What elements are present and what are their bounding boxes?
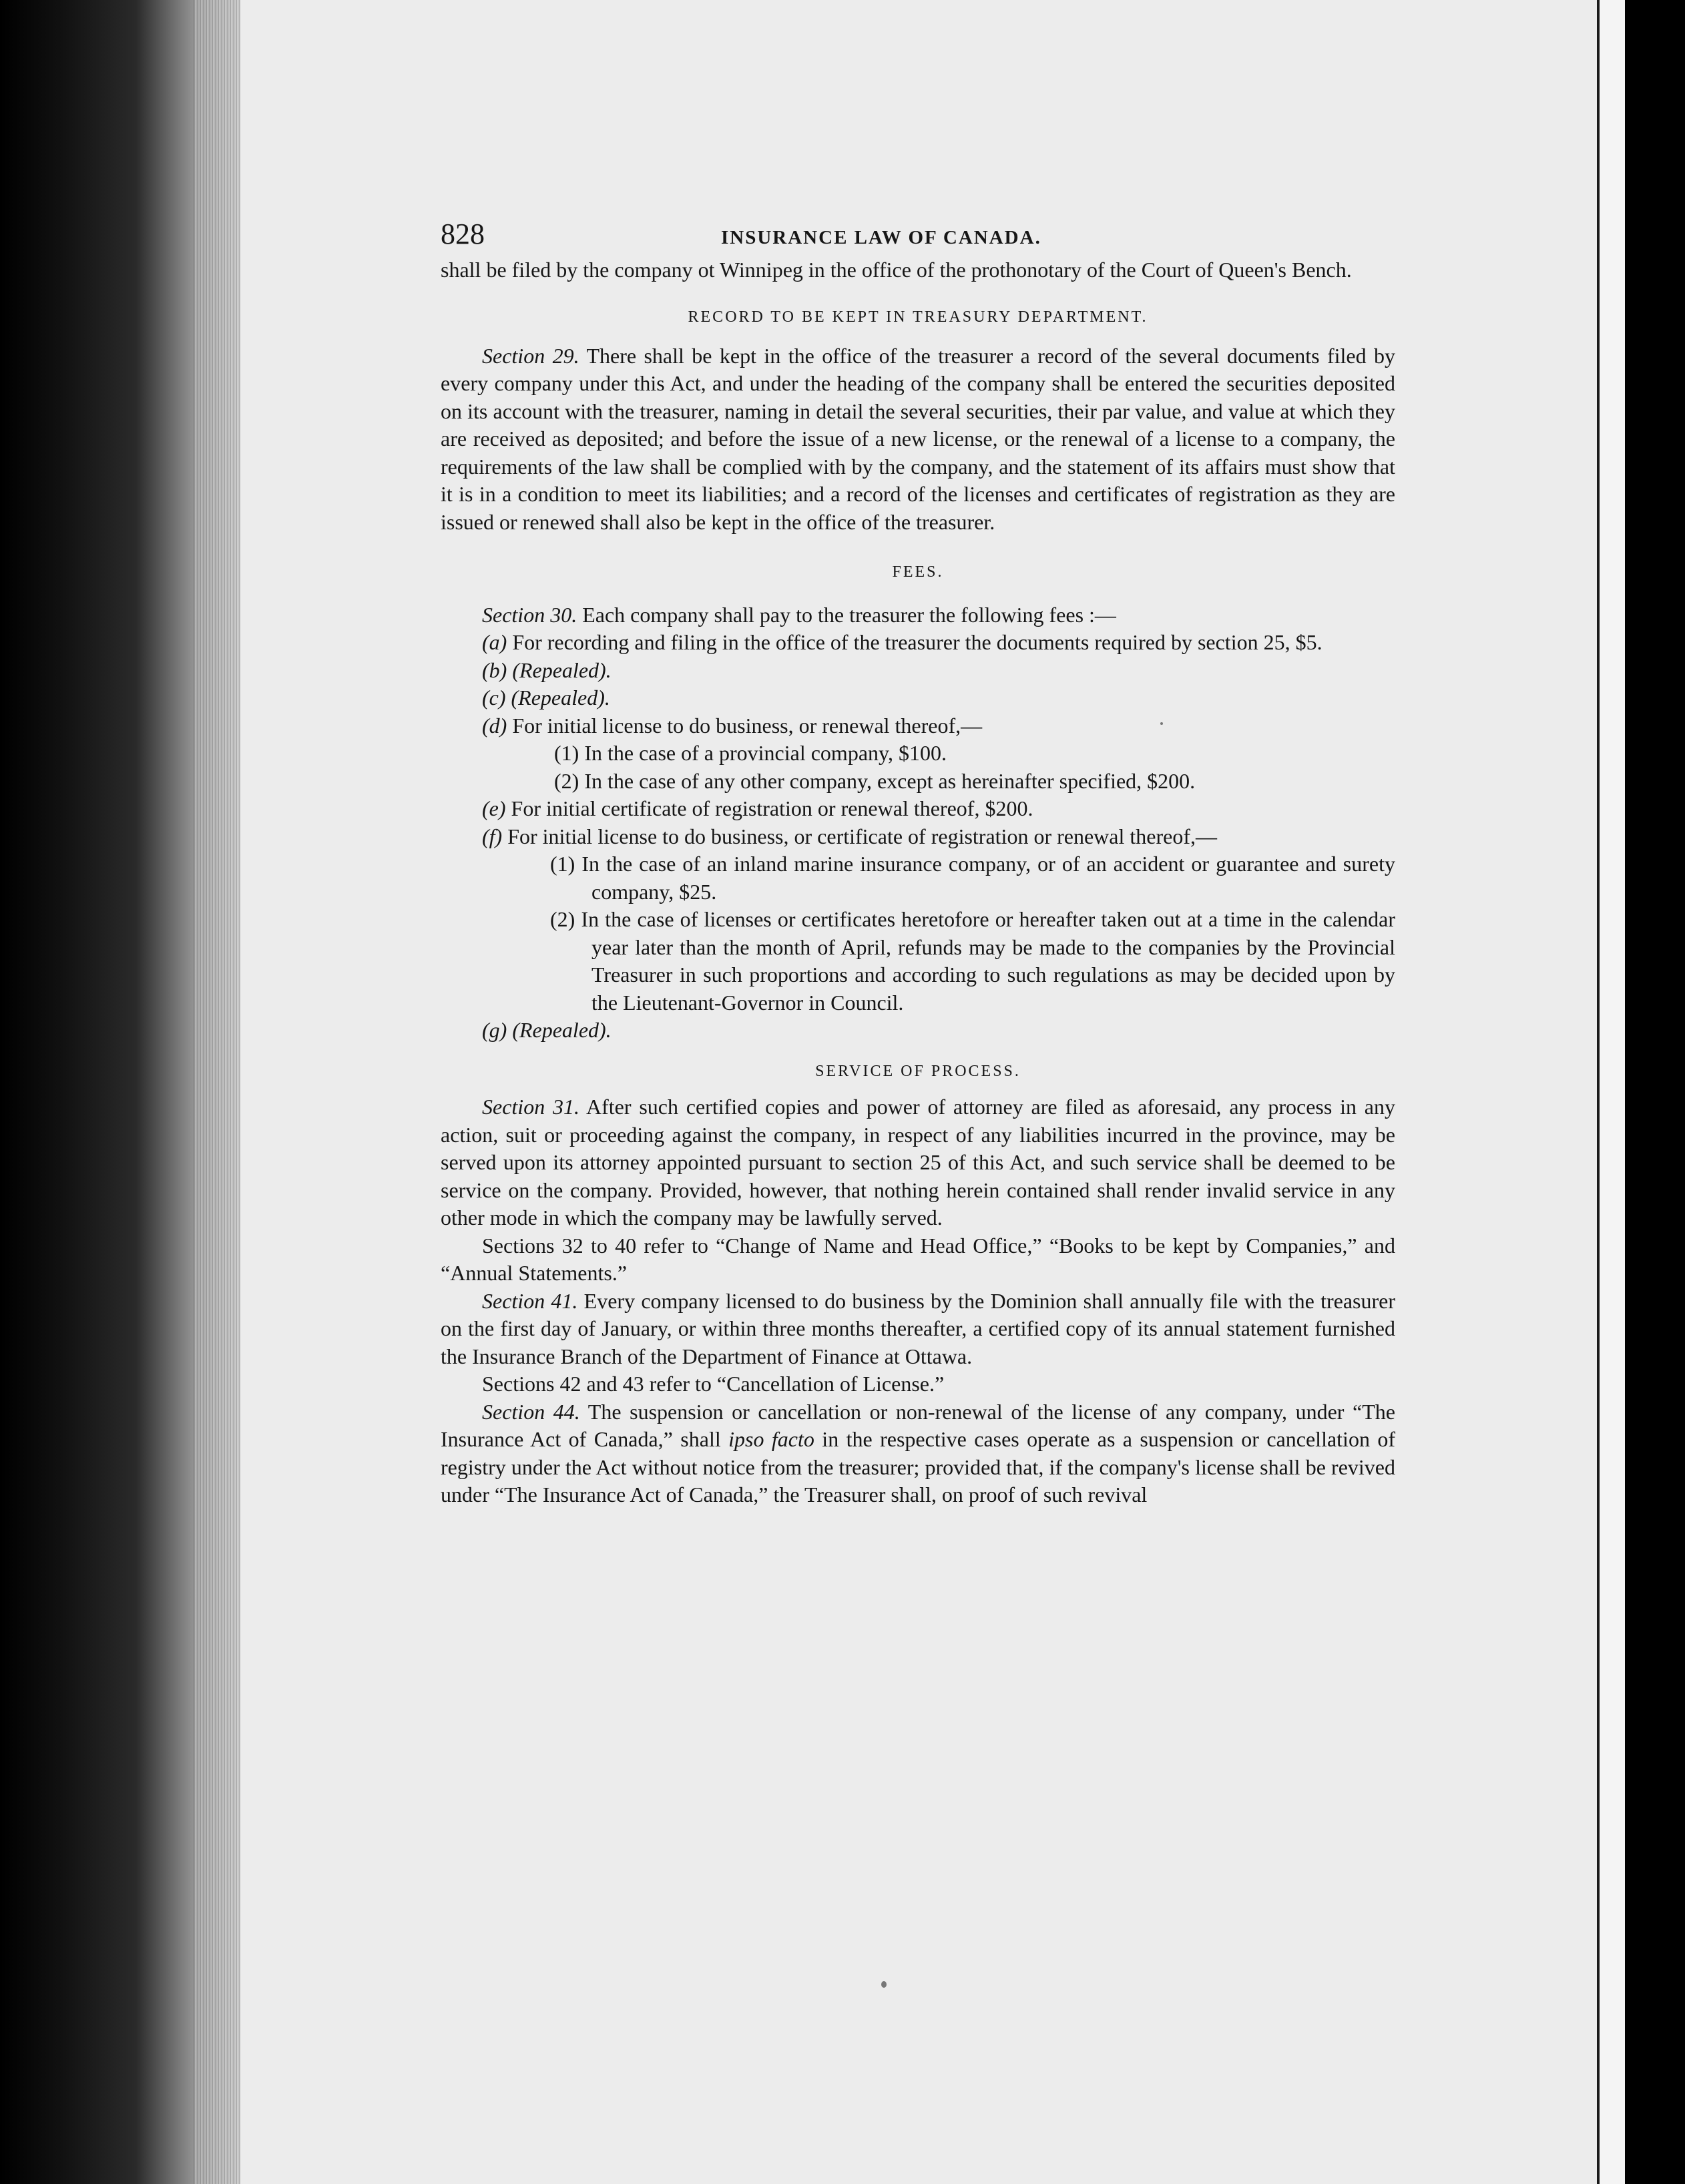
fee-g-label: (g) <box>482 1018 507 1042</box>
section-30 <box>441 601 1395 629</box>
fee-a-label: (a) <box>482 630 507 654</box>
section-44-text-2: in the respective cases operate as a suspension or cancellation of registry under the Act without notice from the treasurer; provided that, if the company's license shall be revived under “The Insurance Act of Canada,” the Treasurer shall, on proof of such revival <box>441 1427 1396 1507</box>
fee-g-text: (Repealed). <box>512 1018 612 1042</box>
fee-e-label: (e) <box>482 796 506 820</box>
fee-f-2: (2) In the case of licenses or certificates heretofore or hereafter taken out at a time in the calendar year later than the month of April, refunds may be made to the companies by the Provincial Treasurer in such proportions and according to such regulations as may be decided upon by the Lieutenant-Governor in Council. <box>550 907 1395 1015</box>
section-41-label: Section 41. <box>482 1288 578 1313</box>
page-right-edge <box>1597 0 1628 2184</box>
section-30-text: Each company shall pay to the treasurer the following fees :— <box>577 602 1116 627</box>
fee-f-text: For initial license to do business, or certificate of registration or renewal thereof,— <box>502 824 1217 848</box>
fee-b-text: (Repealed). <box>512 657 612 682</box>
heading-service: SERVICE OF PROCESS. <box>815 1062 1021 1080</box>
running-title: INSURANCE LAW OF CANADA. <box>721 227 1041 248</box>
section-31-text: After such certified copies and power of attorney are filed as aforesaid, any process in any action, suit or proceeding against the company, in respect of any liabilities incurred in the province, may be served upon its attorney appointed pursuant to section 25 of this Act, and such service shall be deemed to be service on the company. Provided, however, that nothing herein contained shall render invalid service in any other mode in which the company may be lawfully served. <box>441 1095 1396 1230</box>
fee-e-text: For initial certificate of registration or renewal thereof, $200. <box>505 796 1033 820</box>
fee-f <box>441 823 1395 851</box>
sections-42-43: Sections 42 and 43 refer to “Cancellation of License.” <box>482 1372 945 1396</box>
fee-a <box>441 629 1395 657</box>
section-31 <box>441 1093 1395 1232</box>
fee-c-text: (Repealed). <box>511 686 610 710</box>
section-41 <box>441 1288 1395 1371</box>
heading-fees: FEES. <box>892 563 944 581</box>
continuation-paragraph: shall be filed by the company ot Winnipeg in the office of the prothonotary of the Court of Queen's Bench. <box>441 257 1352 282</box>
heading-record: RECORD TO BE KEPT IN TREASURY DEPARTMENT. <box>688 308 1148 326</box>
fee-b-label: (b) <box>482 657 507 682</box>
section-44-text-1: The suspension or cancellation or non-renewal of the license of any company, under “The Insurance Act of Canada,” shall <box>441 1399 1396 1451</box>
fee-d <box>441 712 1395 740</box>
fee-g <box>441 1017 1395 1045</box>
fee-f-1: (1) In the case of an inland marine insurance company, or of an accident or guarantee and surety company, $25. <box>550 852 1395 904</box>
fee-a-text: For recording and filing in the office of the treasurer the documents required by section 25, $5. <box>507 630 1322 654</box>
fee-f-label: (f) <box>482 824 503 848</box>
page-text <box>441 220 1395 1509</box>
fee-d-2: (2) In the case of any other company, except as hereinafter specified, $200. <box>554 768 1196 793</box>
section-44 <box>441 1398 1395 1509</box>
section-41-text: Every company licensed to do business by the Dominion shall annually file with the treasurer on the first day of January, or within three months thereafter, a certified copy of its annual statement furnished the Insurance Branch of the Department of Finance at Ottawa. <box>441 1288 1396 1368</box>
sections-32-40: Sections 32 to 40 refer to “Change of Name and Head Office,” “Books to be kept by Companies,” and “Annual Statements.” <box>441 1233 1395 1285</box>
fee-c-label: (c) <box>482 686 506 710</box>
running-header <box>441 220 1395 252</box>
page-number: 828 <box>441 218 485 250</box>
scan-speck <box>1160 722 1163 725</box>
fee-d-text: For initial license to do business, or renewal thereof,— <box>507 713 983 738</box>
section-44-label: Section 44. <box>482 1399 580 1424</box>
fee-d-1: (1) In the case of a provincial company, $100. <box>554 741 947 765</box>
section-31-label: Section 31. <box>482 1095 579 1119</box>
section-29-text: There shall be kept in the office of the treasurer a record of the several documents filed by every company under this Act, and under the heading of the company shall be entered the securities deposited on its account with the treasurer, naming in detail the several securities, their par value, and value at which they are received as deposited; and before the issue of a new license, or the renewal of a license to a company, the requirements of the law shall be complied with by the company, and the statement of its affairs must show that it is in a condition to meet its liabilities; and a record of the licenses and certificates of registration as they are issued or renewed shall also be kept in the office of the treasurer. <box>441 343 1396 534</box>
fee-e <box>441 795 1395 823</box>
fee-b <box>441 657 1395 685</box>
fee-d-label: (d) <box>482 713 507 738</box>
scan-speck <box>881 1981 887 1988</box>
section-30-label: Section 30. <box>482 602 577 627</box>
page-leaf-edges <box>194 0 247 2184</box>
fee-c <box>441 684 1395 712</box>
section-44-ipso-facto: ipso facto <box>728 1427 814 1451</box>
section-29 <box>441 342 1395 537</box>
scan-border <box>1625 0 1685 2184</box>
section-29-label: Section 29. <box>482 343 579 368</box>
